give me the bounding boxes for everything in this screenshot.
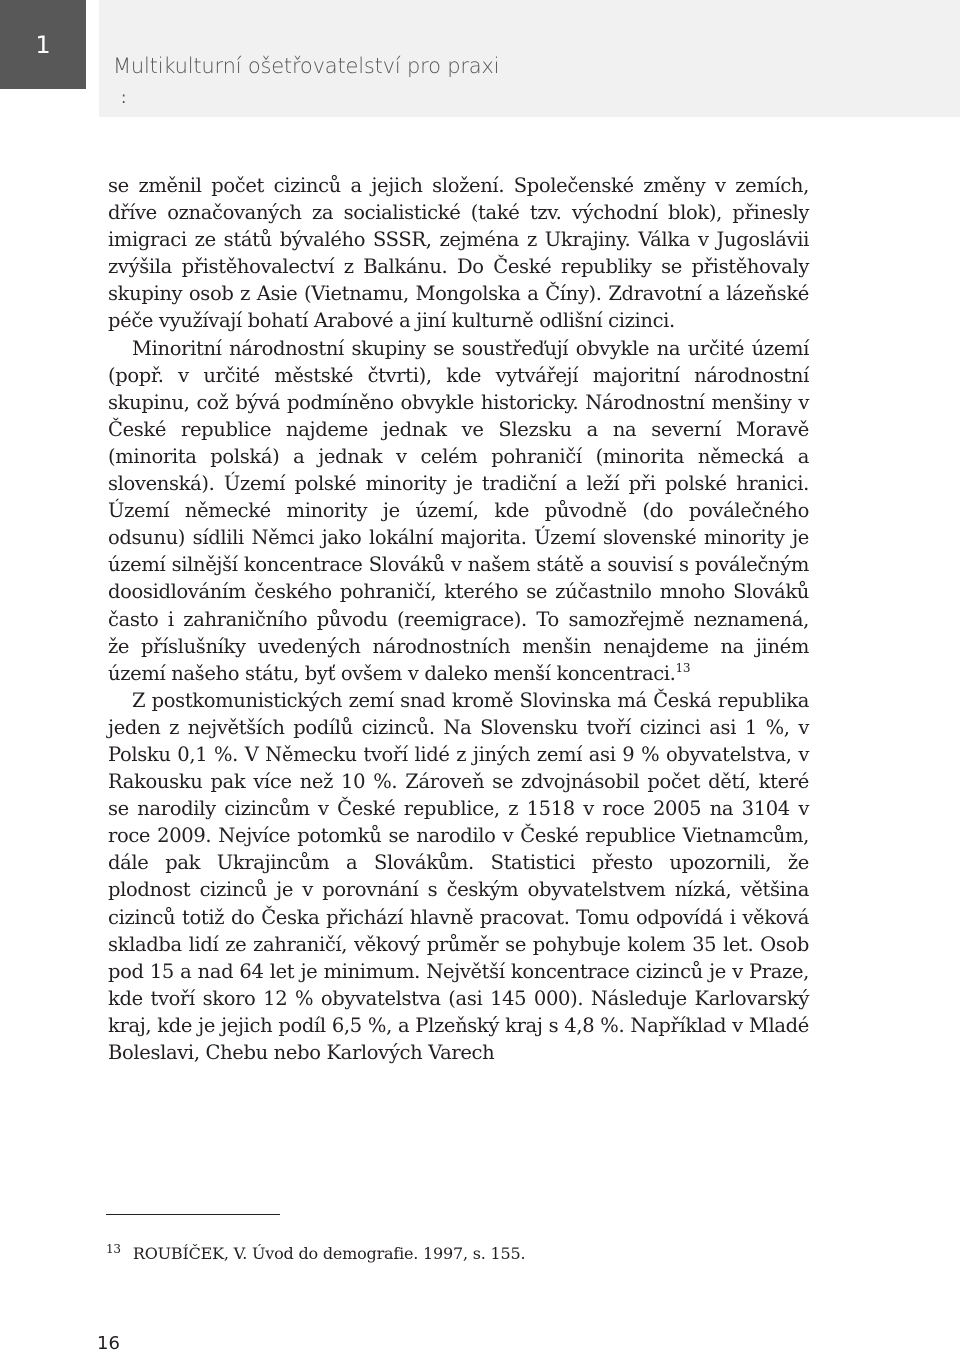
- chapter-number-box: [0, 0, 86, 89]
- book-title: Multikulturní ošetřovatelství pro praxi: [113, 54, 500, 78]
- footnote: [106, 1238, 806, 1265]
- chapter-number: 1: [35, 30, 51, 59]
- running-header: [99, 0, 960, 117]
- main-text: [108, 172, 809, 1066]
- paragraph-2-text: Minoritní národnostní skupiny se soustřeďují obvykle na určité území (popř. v určité městské čtvrti), kde vytvářejí majoritní národnostní skupinu, což bývá podmíněno obvykle historicky. Národnostní menšiny v České republice najdeme jednak ve Slezsku a na severní Moravě (minorita polská) a jednak v celém pohraničí (minorita německá a slovenská). Území polské minority je tradiční a leží při polské hranici. Území německé minority je území, kde původně (do poválečného odsunu) sídlili Němci jako lokální majorita. Území slovenské minority je území silnější koncentrace Slováků v našem státě a souvisí s poválečným doosidlováním českého pohraničí, kterého se zúčastnilo mnoho Slováků často i zahraničního původu (reemigrace). To samozřejmě neznamená, že příslušníky uvedených národnostních menšin nenajdeme na jiném území našeho státu, byť ovšem v daleko menší koncentraci.: [108, 336, 809, 685]
- footnote-reference[interactable]: 13: [675, 660, 691, 675]
- paragraph-3: Z postkomunistických zemí snad kromě Slovinska má Česká republika jeden z největších podílů cizinců. Na Slovensku tvoří cizinci asi 1 %, v Polsku 0,1 %. V Německu tvoří lidé z jiných zemí asi 9 % obyvatelstva, v Rakousku pak více než 10 %. Zároveň se zdvojnásobil počet dětí, které se narodily cizincům v České republice, z 1518 v roce 2005 na 3104 v roce 2009. Nejvíce potomků se narodilo v České republice Vietnamcům, dále pak Ukrajincům a Slovákům. Statistici přesto upozornili, že plodnost cizinců je v porovnání s českým obyvatelstvem nízká, většina cizinců totiž do Česka přichází hlavně pracovat. Tomu odpovídá i věková skladba lidí ze zahraničí, věkový průměr se pohybuje kolem 35 let. Osob pod 15 a nad 64 let je minimum. Největší koncentrace cizinců je v Praze, kde tvoří skoro 12 % obyvatelstva (asi 145 000). Následuje Karlovarský kraj, kde je jejich podíl 6,5 %, a Plzeňský kraj s 4,8 %. Například v Mladé Boleslavi, Chebu nebo Karlových Varech: [108, 688, 809, 1064]
- footnote-text: ROUBÍČEK, V. Úvod do demografie. 1997, s. 155.: [132, 1244, 526, 1263]
- paragraph-1: se změnil počet cizinců a jejich složení. Společenské změny v zemích, dříve označovaných za socialistické (také tzv. východní blok), přinesly imigraci ze států bývalého SSSR, zejména z Ukrajiny. Válka v Jugoslávii zvýšila přistěhovalectví z Balkánu. Do České republiky se přistěhovaly skupiny osob z Asie (Vietnamu, Mongolska a Číny). Zdravotní a lázeňské péče využívají bohatí Arabové a jiní kulturně odlišní cizinci.: [108, 174, 809, 333]
- chapter-subtitle: :: [121, 88, 127, 107]
- paragraph-2: [108, 335, 809, 687]
- footnote-number: 13: [106, 1242, 121, 1256]
- footnote-divider: [106, 1214, 280, 1215]
- page-number: 16: [97, 1333, 120, 1354]
